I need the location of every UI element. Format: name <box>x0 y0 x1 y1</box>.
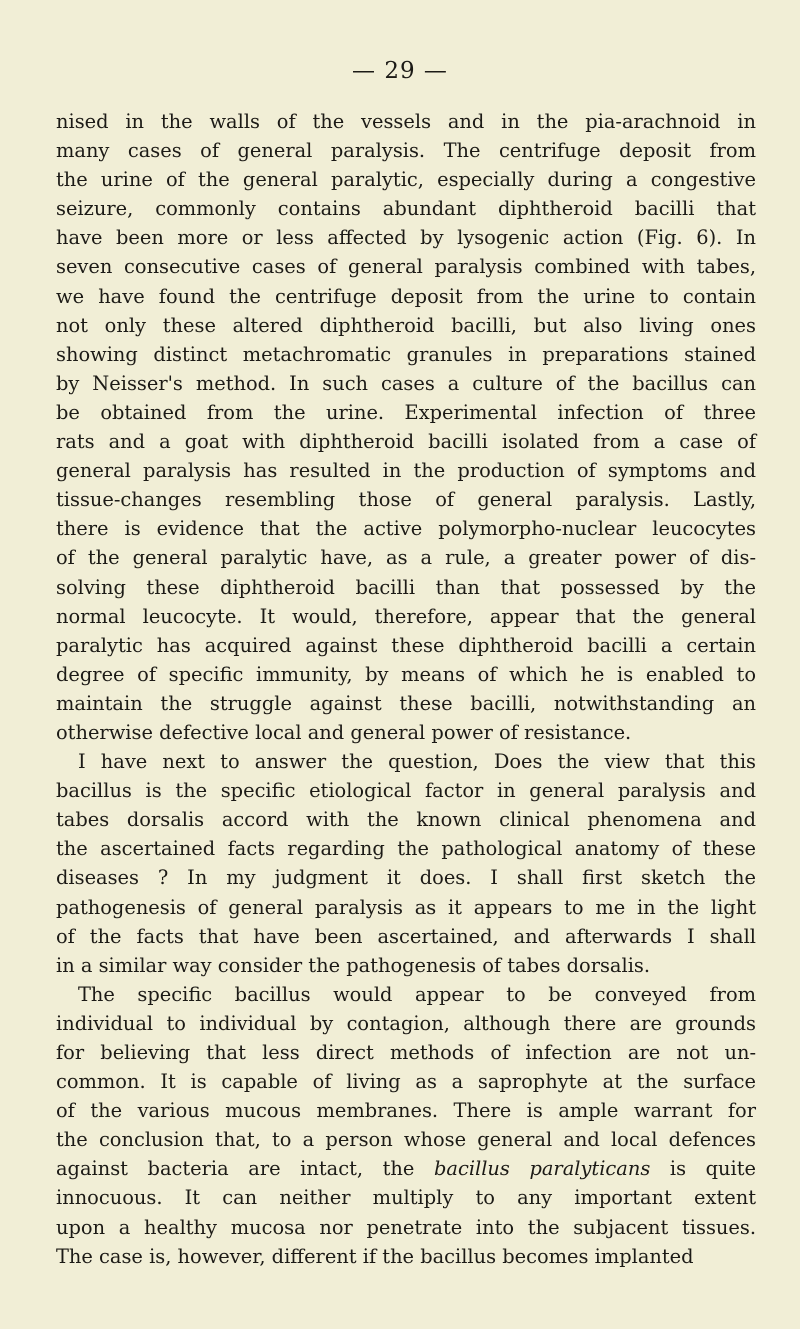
text-line: common. It is capable of living as a saprophyte at the surface <box>56 1070 756 1094</box>
text-line: innocuous. It can neither multiply to any important extent <box>56 1186 756 1210</box>
text-line: the conclusion that, to a person whose general and local defences <box>56 1128 756 1152</box>
text-line: of the various mucous membranes. There is ample warrant for <box>56 1099 756 1123</box>
text-line: degree of specific immunity, by means of which he is enabled to <box>56 662 756 686</box>
page-number: — 29 — <box>352 58 448 84</box>
text-line: of the general paralytic have, as a rule, a greater power of dis- <box>56 546 756 570</box>
text-line: of the facts that have been ascertained, and afterwards I shall <box>56 924 756 948</box>
text-line: there is evidence that the active polymorpho-nuclear leucocytes <box>56 517 756 541</box>
text-line: in a similar way consider the pathogenesis of tabes dorsalis. <box>56 953 651 977</box>
paragraph-3 <box>56 980 756 1271</box>
text-line: solving these diphtheroid bacilli than that possessed by the <box>56 575 756 599</box>
body-text <box>56 107 756 1271</box>
emphasis-term: bacillus paralyticans <box>433 1157 651 1181</box>
text-line: normal leucocyte. It would, therefore, appear that the general <box>56 604 756 628</box>
text-line: seizure, commonly contains abundant diphtheroid bacilli that <box>56 197 756 221</box>
text-line: not only these altered diphtheroid bacilli, but also living ones <box>56 313 756 337</box>
text-line: seven consecutive cases of general paralysis combined with tabes, <box>56 255 756 279</box>
text-line: maintain the struggle against these bacilli, notwithstanding an <box>56 691 756 715</box>
text-line: many cases of general paralysis. The centrifuge deposit from <box>56 139 756 163</box>
text-line: bacillus is the specific etiological factor in general paralysis and <box>56 779 756 803</box>
text-line: I have next to answer the question, Does the view that this <box>78 750 756 774</box>
text-line: individual to individual by contagion, although there are grounds <box>56 1011 756 1035</box>
text-line-with-emphasis <box>56 1154 756 1183</box>
text-line: The specific bacillus would appear to be conveyed from <box>78 982 756 1006</box>
text-line: paralytic has acquired against these diphtheroid bacilli a certain <box>56 633 756 657</box>
text-line: be obtained from the urine. Experimental infection of three <box>56 400 756 424</box>
text-line: otherwise defective local and general power of resistance. <box>56 720 632 744</box>
text-line: tabes dorsalis accord with the known clinical phenomena and <box>56 808 756 832</box>
text-line: nised in the walls of the vessels and in the pia-arachnoid in <box>56 110 756 133</box>
paragraph-1 <box>56 107 756 747</box>
text-line: rats and a goat with diphtheroid bacilli isolated from a case of <box>56 430 756 454</box>
text-segment: against bacteria are intact, the <box>56 1157 415 1181</box>
text-line: we have found the centrifuge deposit from the urine to contain <box>56 284 756 308</box>
text-line: showing distinct metachromatic granules in preparations stained <box>56 342 756 366</box>
text-line: the urine of the general paralytic, especially during a congestive <box>56 168 756 192</box>
text-line: have been more or less affected by lysogenic action (Fig. 6). In <box>56 226 756 250</box>
paragraph-2 <box>56 747 756 980</box>
text-line: The case is, however, different if the bacillus becomes implanted <box>56 1244 694 1268</box>
text-line: pathogenesis of general paralysis as it appears to me in the light <box>56 895 756 919</box>
text-line: upon a healthy mucosa nor penetrate into the subjacent tissues. <box>56 1215 756 1239</box>
text-line: by Neisser's method. In such cases a culture of the bacillus can <box>56 371 756 395</box>
text-line: tissue-changes resembling those of general paralysis. Lastly, <box>56 488 756 512</box>
text-line: for believing that less direct methods of infection are not un- <box>56 1041 756 1064</box>
text-segment: is quite <box>669 1157 756 1181</box>
text-line: the ascertained facts regarding the pathological anatomy of these <box>56 837 756 861</box>
text-line: general paralysis has resulted in the production of symptoms and <box>56 459 756 483</box>
text-line: diseases ? In my judgment it does. I shall first sketch the <box>56 866 756 890</box>
